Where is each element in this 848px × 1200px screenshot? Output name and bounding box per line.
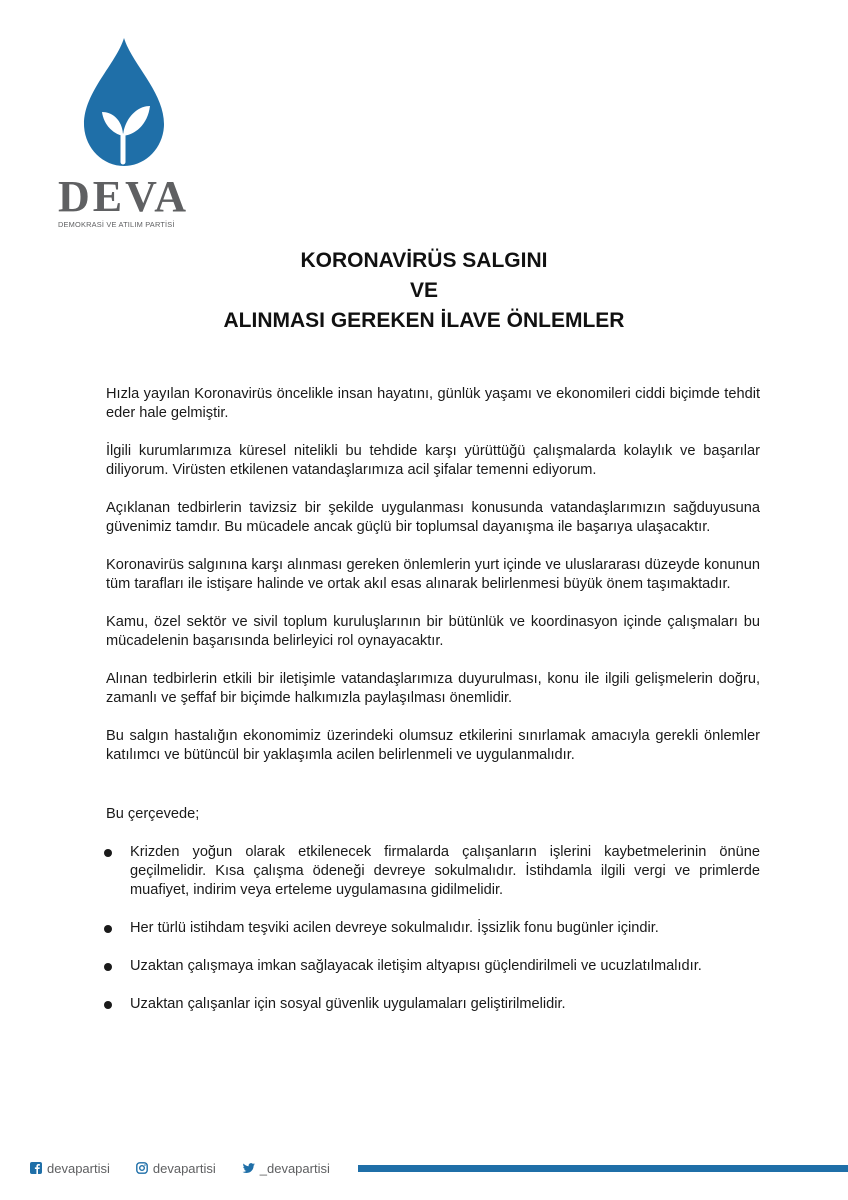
- list-item-text: Krizden yoğun olarak etkilenecek firmalarda çalışanların işlerini kaybetmelerinin önüne geçilmelidir. Kısa çalışma ödeneği devreye sokulmalıdır. İstihdamla ilgili vergi ve primlerde muafiyet, indirim veya erteleme uygulamasına gidilmelidir.: [130, 844, 760, 898]
- list-item-text: Uzaktan çalışmaya imkan sağlayacak iletişim altyapısı güçlendirilmeli ve ucuzlatılmalıdır.: [130, 958, 702, 974]
- bullet-icon: [104, 963, 112, 971]
- twitter-icon: [242, 1163, 255, 1174]
- instagram-link[interactable]: [136, 1161, 216, 1176]
- list-item-text: Uzaktan çalışanlar için sosyal güvenlik uygulamaları geliştirilmelidir.: [130, 996, 566, 1012]
- document-body: [106, 385, 760, 1033]
- paragraph: İlgili kurumlarımıza küresel nitelikli bu tehdide karşı yürüttüğü çalışmalarda kolaylık ve başarılar diliyorum. Virüsten etkilenen vatandaşlarımıza acil şifalar temenni ediyorum.: [106, 443, 760, 478]
- bullet-icon: [104, 925, 112, 933]
- party-logo: [58, 36, 190, 229]
- facebook-icon: [30, 1162, 42, 1174]
- list-item: [106, 843, 760, 900]
- measures-list: [106, 843, 760, 1014]
- paragraph: Alınan tedbirlerin etkili bir iletişimle vatandaşlarımıza duyurulması, konu ile ilgili gelişmelerin doğru, zamanlı ve şeffaf bir biçimde halkımızla paylaşılması önemlidir.: [106, 671, 760, 706]
- list-item: [106, 995, 760, 1014]
- document-title: [0, 246, 848, 336]
- list-item-text: Her türlü istihdam teşviki acilen devreye sokulmalıdır. İşsizlik fonu bugünler içindir.: [130, 920, 659, 936]
- list-item: [106, 919, 760, 938]
- title-line-1: KORONAVİRÜS SALGINI: [300, 249, 548, 272]
- water-drop-sprout-icon: [80, 36, 168, 168]
- twitter-link[interactable]: [242, 1161, 330, 1176]
- paragraph: Bu salgın hastalığın ekonomimiz üzerindeki olumsuz etkilerini sınırlamak amacıyla gerekli önlemler katılımcı ve bütüncül bir yaklaşımla acilen belirlenmeli ve uygulanmalıdır.: [106, 728, 760, 763]
- title-line-3: ALINMASI GEREKEN İLAVE ÖNLEMLER: [223, 309, 625, 332]
- paragraph: Hızla yayılan Koronavirüs öncelikle insan hayatını, günlük yaşamı ve ekonomileri ciddi biçimde tehdit eder hale gelmiştir.: [106, 386, 760, 421]
- bullet-icon: [104, 1001, 112, 1009]
- list-item: [106, 957, 760, 976]
- paragraph: Kamu, özel sektör ve sivil toplum kuruluşlarının bir bütünlük ve koordinasyon içinde çalışmaları bu mücadelenin başarısında belirleyici rol oynayacaktır.: [106, 614, 760, 649]
- logo-wordmark: DEVA: [58, 172, 190, 221]
- paragraph: Koronavirüs salgınına karşı alınması gereken önlemlerin yurt içinde ve uluslararası düzeyde konunun tüm tarafları ile istişare halinde ve ortak akıl esas alınarak belirlenmesi büyük önem taşımaktadır.: [106, 557, 760, 592]
- list-lead: Bu çerçevede;: [106, 806, 200, 822]
- instagram-icon: [136, 1162, 148, 1174]
- title-line-2: VE: [409, 279, 438, 302]
- facebook-link[interactable]: [30, 1161, 110, 1176]
- twitter-handle: _devapartisi: [259, 1160, 330, 1176]
- instagram-handle: devapartisi: [152, 1160, 216, 1176]
- bullet-icon: [104, 849, 112, 857]
- footer-accent-bar: [358, 1165, 848, 1172]
- logo-subtitle: DEMOKRASİ VE ATILIM PARTİSİ: [58, 220, 175, 229]
- footer: [30, 1158, 848, 1178]
- paragraph: Açıklanan tedbirlerin tavizsiz bir şekilde uygulanması konusunda vatandaşlarımızın sağduyusuna güvenimiz tamdır. Bu mücadele ancak güçlü bir toplumsal dayanışma ile başarıya ulaşacaktır.: [106, 500, 760, 535]
- facebook-handle: devapartisi: [47, 1160, 110, 1176]
